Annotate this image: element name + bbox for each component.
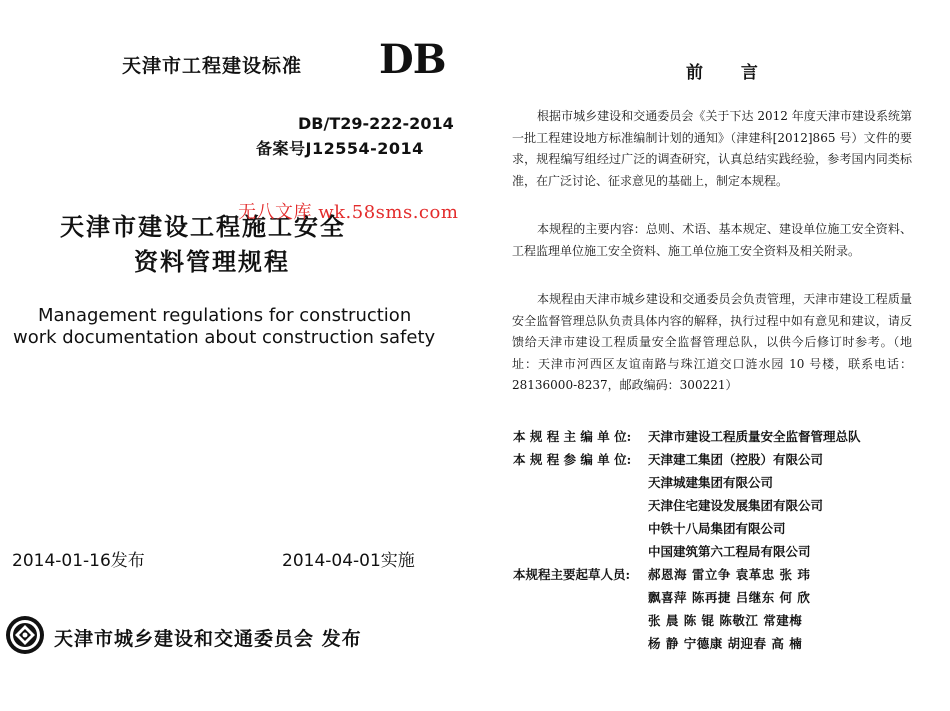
- title-cn-line1: 天津市建设工程施工安全: [60, 213, 346, 241]
- chief-editor-label: 本 规 程 主 编 单 位:: [513, 429, 632, 444]
- chief-editor: 天津市建设工程质量安全监督管理总队: [648, 429, 861, 444]
- standard-number: DB/T29-222-2014: [298, 114, 454, 133]
- title-en-line1: Management regulations for construction: [38, 305, 412, 326]
- standard-label: 天津市工程建设标准: [122, 55, 303, 77]
- record-number: 备案号J12554-2014: [256, 139, 424, 158]
- co-editor-item: 中铁十八局集团有限公司: [648, 521, 786, 536]
- title-en-line2: work documentation about construction safety: [13, 327, 436, 348]
- drafter-row: 张 晨 陈 锟 陈敬江 常建梅: [648, 613, 803, 628]
- db-logo: DB: [379, 36, 446, 83]
- preface-paragraph-3: 本规程由天津市城乡建设和交通委员会负责管理，天津市建设工程质量安全监督管理总队负责具体内容的解释，执行过程中如有意见和建议，请反馈给天津市建设工程质量安全监督管理总队，以供今后修订时参考。（地址：天津市河西区友谊南路与珠江道交口涟水园 10 号楼，联系电话：28136000-8237，邮政编码：300221）: [512, 292, 912, 392]
- drafters-label: 本规程主要起草人员:: [513, 567, 631, 582]
- co-editor-item: 天津城建集团有限公司: [648, 475, 774, 490]
- co-editor-item: 中国建筑第六工程局有限公司: [648, 544, 811, 559]
- effective-date: 2014-04-01实施: [282, 551, 415, 571]
- drafter-row: 杨 静 宁德康 胡迎春 高 楠: [648, 636, 803, 651]
- publisher-seal-icon: [4, 614, 46, 656]
- co-editor-item: 天津建工集团（控股）有限公司: [648, 452, 824, 467]
- co-editor-item: 天津住宅建设发展集团有限公司: [648, 498, 824, 513]
- preface-paragraph-1: 根据市城乡建设和交通委员会《关于下达 2012 年度天津市建设系统第一批工程建设地方标准编制计划的通知》（津建科[2012]865 号）文件的要求，规程编写组经过广泛的调查研究，认真总结实践经验，参考国内同类标准，在广泛讨论、征求意见的基础上，制定本规程。: [512, 109, 912, 188]
- drafter-row: 郝恩海 雷立争 袁革忠 张 玮: [648, 567, 811, 582]
- drafter-row: 飘喜萍 陈再捷 吕继东 何 欣: [648, 590, 811, 605]
- watermark-link[interactable]: 无八文库 wk.58sms.com: [238, 202, 459, 223]
- publisher: 天津市城乡建设和交通委员会 发布: [54, 628, 362, 650]
- title-cn-line2: 资料管理规程: [134, 248, 290, 276]
- preface-paragraph-2: 本规程的主要内容：总则、术语、基本规定、建设单位施工安全资料、工程监理单位施工安全资料、施工单位施工安全资料及相关附录。: [512, 222, 912, 258]
- preface-heading: 前 言: [686, 63, 774, 83]
- co-editor-label: 本 规 程 参 编 单 位:: [513, 452, 632, 467]
- issue-date: 2014-01-16发布: [12, 551, 145, 571]
